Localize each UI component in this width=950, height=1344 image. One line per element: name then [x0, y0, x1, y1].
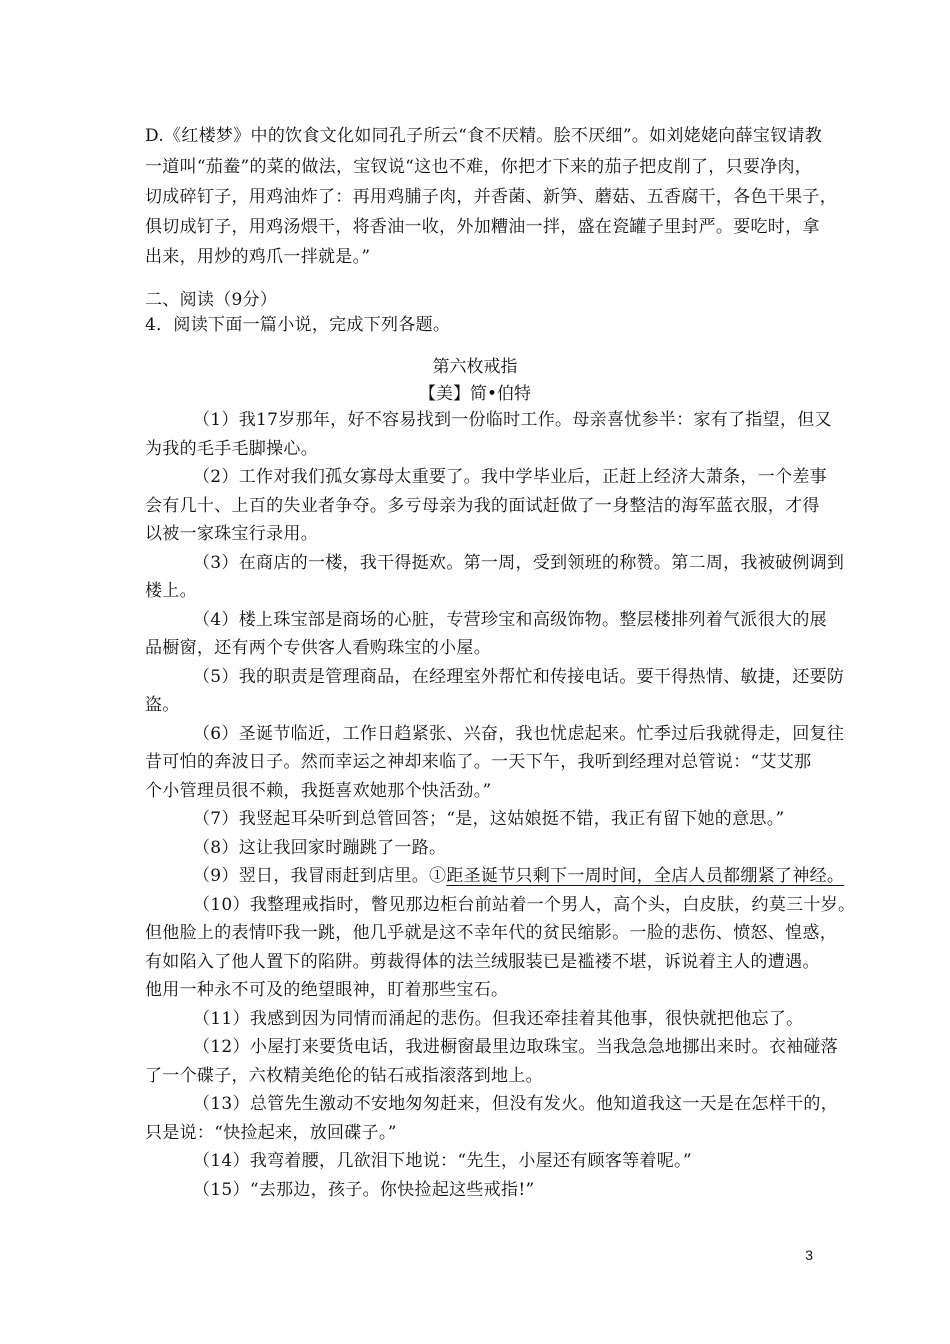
story-line: （14）我弯着腰，几欲泪下地说：“先生，小屋还有顾客等着呢。” — [193, 1151, 692, 1171]
story-title: 第六枚戒指 — [432, 357, 518, 377]
story-line: 个小管理员很不赖，我挺喜欢她那个快活劲。” — [145, 781, 492, 801]
story-line: 昔可怕的奔波日子。然而幸运之神却来临了。一天下午，我听到经理对总管说：“艾艾那 — [145, 752, 812, 772]
story-line: 会有几十、上百的失业者争夺。多亏母亲为我的面试赶做了一身整洁的海军蓝衣服，才得 — [145, 496, 820, 516]
story-line: 楼上。 — [145, 581, 197, 601]
story-line: （1）我17岁那年，好不容易找到一份临时工作。母亲喜忧参半：家有了指望，但又 — [193, 410, 832, 430]
story-line: （11）我感到因为同情而涌起的悲伤。但我还牵挂着其他事，很快就把他忘了。 — [193, 1009, 804, 1029]
story-line-9 — [193, 864, 844, 888]
question-prompt: 4．阅读下面一篇小说，完成下列各题。 — [145, 315, 451, 335]
continuation-line: 切成碎钉子，用鸡油炸了：再用鸡脯子肉，并香菌、新笋、蘑菇、五香腐干，各色干果子， — [145, 187, 837, 207]
story-line: （6）圣诞节临近，工作日趋紧张、兴奋，我也忧虑起来。忙季过后我就得走，回复往 — [193, 724, 845, 744]
story-line: （12）小屋打来要货电话，我进橱窗最里边取珠宝。当我急急地挪出来时。衣袖碰落 — [193, 1037, 839, 1057]
story-line: 只是说：“快捡起来，放回碟子。” — [145, 1123, 397, 1143]
story-line: 了一个碟子，六枚精美绝伦的钻石戒指滚落到地上。 — [145, 1066, 543, 1086]
story-line: （8）这让我回家时蹦跳了一路。 — [193, 838, 447, 858]
story-line: （15）“去那边，孩子。你快捡起这些戒指!” — [193, 1180, 535, 1200]
story-line: （13）总管先生激动不安地匆匆赶来，但没有发火。他知道我这一天是在怎样干的， — [193, 1094, 839, 1114]
story-line: 品橱窗，还有两个专供客人看购珠宝的小屋。 — [145, 638, 491, 658]
continuation-line: 俱切成钉子，用鸡汤煨干，将香油一收，外加糟油一拌，盛在瓷罐子里封严。要吃时，拿 — [145, 217, 820, 237]
continuation-line: D.《红楼梦》中的饮食文化如同孔子所云“食不厌精。脍不厌细”。如刘姥姥向薛宝钗请教 — [145, 126, 823, 146]
continuation-line: 出来，用炒的鸡爪一拌就是。” — [145, 247, 371, 267]
continuation-line: 一道叫“茄鲞”的菜的做法，宝钗说“这也不难，你把才下来的茄子把皮削了，只要净肉， — [145, 157, 813, 177]
story-line: （7）我竖起耳朵听到总管回答；“是，这姑娘挺不错，我正有留下她的意思。” — [193, 809, 785, 829]
story-line: （3）在商店的一楼，我干得挺欢。第一周，受到领班的称赞。第二周，我被破例调到 — [193, 553, 845, 573]
story-line: 盗。 — [145, 695, 180, 715]
page-number: 3 — [805, 1247, 813, 1263]
story-author: 【美】简•伯特 — [418, 384, 532, 404]
underlined-sentence: 距圣诞节只剩下一周时间，全店人员都绷紧了神经。 — [446, 866, 845, 886]
story-line: 以被一家珠宝行录用。 — [145, 524, 318, 544]
story-line: 他用一种永不可及的绝望眼神，盯着那些宝石。 — [145, 980, 509, 1000]
story-line: （10）我整理戒指时，瞥见那边柜台前站着一个男人，高个头，白皮肤，约莫三十岁。 — [193, 895, 856, 915]
story-line: （2）工作对我们孤女寡母太重要了。我中学毕业后，正赶上经济大萧条，一个差事 — [193, 467, 827, 487]
story-line: （5）我的职责是管理商品，在经理室外帮忙和传接电话。要干得热情、敏捷，还要防 — [193, 667, 845, 687]
story-line: （4）楼上珠宝部是商场的心脏，专营珍宝和高级饰物。整层楼排列着气派很大的展 — [193, 610, 827, 630]
section-heading: 二、阅读（9分） — [145, 290, 278, 310]
story-line: 为我的毛手毛脚操心。 — [145, 439, 318, 459]
story-line: 但他脸上的表情吓我一跳，他几乎就是这不幸年代的贫民缩影。一脸的悲伤、愤怒、惶惑， — [145, 923, 837, 943]
story-line-9-prefix: （9）翌日，我冒雨赶到店里。① — [193, 866, 447, 886]
story-line: 有如陷入了他人置下的陷阱。剪裁得体的法兰绒服装已是褴褛不堪，诉说着主人的遭遇。 — [145, 952, 820, 972]
